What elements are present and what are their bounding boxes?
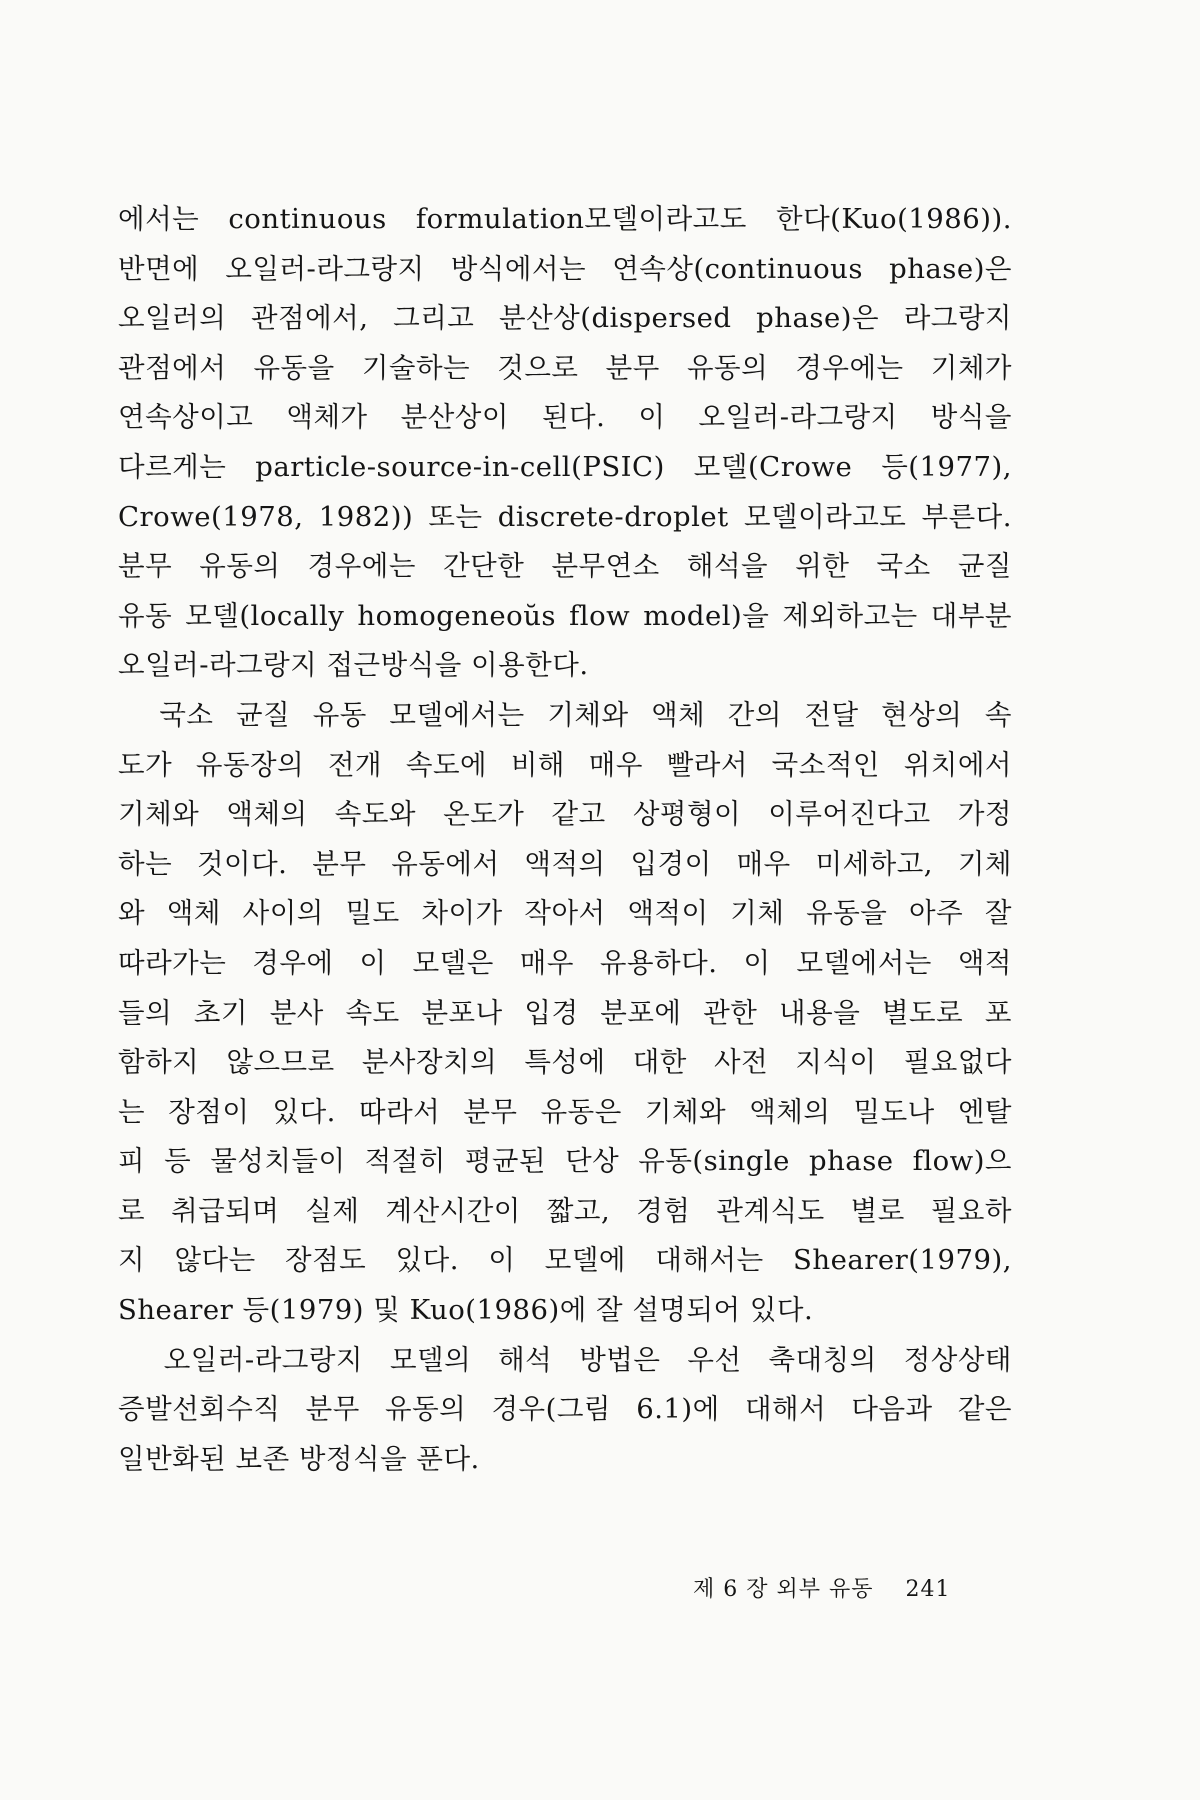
text-line: 와 액체 사이의 밀도 차이가 작아서 액적이 기체 유동을 아주 잘	[118, 897, 1012, 930]
text-line: 피 등 물성치들이 적절히 평균된 단상 유동(single phase flow)으	[118, 1145, 1012, 1178]
paragraph	[118, 691, 1012, 1336]
text-line: 증발선회수직 분무 유동의 경우(그림 6.1)에 대해서 다음과 같은	[118, 1393, 1012, 1426]
text-line: 국소 균질 유동 모델에서는 기체와 액체 간의 전달 현상의 속	[118, 698, 1012, 731]
text-line: 지 않다는 장점도 있다. 이 모델에 대해서는 Shearer(1979),	[118, 1244, 1012, 1277]
paragraph	[118, 195, 1012, 691]
text-line: 기체와 액체의 속도와 온도가 같고 상평형이 이루어진다고 가정	[118, 798, 1012, 831]
text-line: 따라가는 경우에 이 모델은 매우 유용하다. 이 모델에서는 액적	[118, 946, 1012, 979]
text-line: 연속상이고 액체가 분산상이 된다. 이 오일러-라그랑지 방식을	[118, 401, 1012, 434]
text-line: 오일러-라그랑지 접근방식을 이용한다.	[118, 649, 589, 682]
text-line: 다르게는 particle-source-in-cell(PSIC) 모델(Crowe 등(1977),	[118, 450, 1012, 483]
text-line: Crowe(1978, 1982)) 또는 discrete-droplet 모델이라고도 부른다.	[118, 500, 1012, 533]
text-line: 로 취급되며 실제 계산시간이 짧고, 경험 관계식도 별로 필요하	[118, 1194, 1012, 1227]
text-line: Shearer 등(1979) 및 Kuo(1986)에 잘 설명되어 있다.	[118, 1294, 814, 1327]
text-line: 에서는 continuous formulation모델이라고도 한다(Kuo(1986)).	[118, 203, 1012, 235]
text-line: 함하지 않으므로 분사장치의 특성에 대한 사전 지식이 필요없다	[118, 1046, 1012, 1079]
paragraph	[118, 1336, 1012, 1485]
text-line: 들의 초기 분사 속도 분포나 입경 분포에 관한 내용을 별도로 포	[118, 996, 1012, 1029]
text-line: 유동 모델(locally homogeneoŭs flow model)을 제외하고는 대부분	[118, 599, 1012, 632]
text-line: 도가 유동장의 전개 속도에 비해 매우 빨라서 국소적인 위치에서	[118, 748, 1012, 781]
page-footer	[693, 1570, 1013, 1610]
text-line: 관점에서 유동을 기술하는 것으로 분무 유동의 경우에는 기체가	[118, 351, 1012, 384]
page-number: 241	[905, 1577, 951, 1602]
text-line: 일반화된 보존 방정식을 푼다.	[118, 1442, 480, 1475]
text-line: 반면에 오일러-라그랑지 방식에서는 연속상(continuous phase)은	[118, 252, 1012, 285]
text-line: 하는 것이다. 분무 유동에서 액적의 입경이 매우 미세하고, 기체	[118, 847, 1012, 880]
running-footer-chapter: 제 6 장 외부 유동	[693, 1577, 874, 1602]
body-text	[118, 195, 1012, 1484]
text-line: 오일러의 관점에서, 그리고 분산상(dispersed phase)은 라그랑지	[118, 302, 1012, 335]
text-line: 분무 유동의 경우에는 간단한 분무연소 해석을 위한 국소 균질	[118, 550, 1012, 583]
text-line: 는 장점이 있다. 따라서 분무 유동은 기체와 액체의 밀도나 엔탈	[118, 1095, 1012, 1128]
text-line: 오일러-라그랑지 모델의 해석 방법은 우선 축대칭의 정상상태	[118, 1343, 1012, 1376]
